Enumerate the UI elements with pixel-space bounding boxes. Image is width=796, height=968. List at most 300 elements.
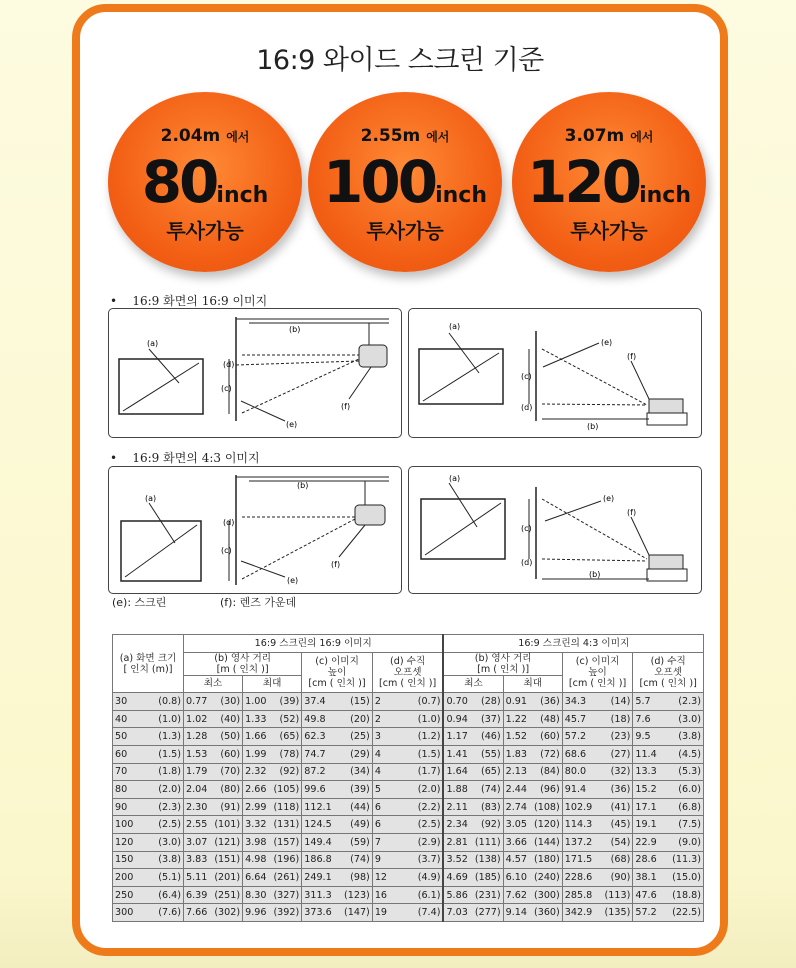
table-cell <box>633 710 704 728</box>
cell-paren-value: (28) <box>480 695 501 707</box>
cell-pair <box>186 890 240 901</box>
label-c: (c) <box>521 372 532 381</box>
table-row <box>113 710 704 728</box>
cell-value: 6.39 <box>186 889 208 901</box>
cell-paren-value: (98) <box>350 871 370 883</box>
cell-value: 5.7 <box>635 695 651 707</box>
cell-value: 16 <box>374 889 388 901</box>
cell-value: 249.1 <box>304 871 332 883</box>
table-cell <box>184 693 243 711</box>
cell-pair <box>186 714 240 725</box>
table-cell <box>243 728 302 746</box>
table-cell <box>113 851 184 869</box>
section-heading-16-9: • 16:9 화면의 16:9 이미지 <box>110 294 268 308</box>
cell-pair <box>186 907 240 918</box>
table-cell <box>503 851 562 869</box>
table-cell <box>243 781 302 799</box>
cell-value: 57.2 <box>635 907 657 919</box>
cell-pair <box>506 714 560 725</box>
cell-value: 150 <box>115 854 134 866</box>
cell-pair <box>375 837 441 848</box>
table-cell <box>562 781 633 799</box>
label-f: (f) <box>627 508 637 517</box>
cell-pair <box>565 784 631 795</box>
cell-paren-value: (147) <box>344 907 370 919</box>
cell-pair <box>304 890 370 901</box>
cell-paren-value: (240) <box>533 871 560 883</box>
table-cell <box>443 851 503 869</box>
header-screen-size: (a) 화면 크기 [ 인치 (m)] <box>113 635 184 693</box>
cell-paren-value: (261) <box>273 871 300 883</box>
table-cell <box>372 904 443 922</box>
cell-value: 4 <box>374 748 381 760</box>
table-cell <box>562 798 633 816</box>
cell-paren-value: (45) <box>610 819 631 831</box>
cell-pair <box>375 890 441 901</box>
table-cell <box>633 904 704 922</box>
table-cell <box>503 833 562 851</box>
cell-value: 342.9 <box>564 907 593 919</box>
cell-paren-value: (29) <box>350 748 370 760</box>
cell-paren-value: (360) <box>533 907 560 919</box>
cell-value: 34.3 <box>564 695 587 707</box>
diagram-svg <box>109 309 401 437</box>
label-d: (d) <box>223 360 235 369</box>
cell-value: 7.6 <box>635 713 651 725</box>
cell-pair <box>635 714 701 725</box>
label-e: (e) <box>286 420 298 429</box>
cell-pair <box>506 907 560 918</box>
label-b: (b) <box>289 325 301 334</box>
legend-screen: (e): 스크린 <box>112 596 167 609</box>
table-cell <box>443 886 503 904</box>
table-cell <box>562 710 633 728</box>
table-cell <box>443 745 503 763</box>
label-e: (e) <box>603 494 615 503</box>
table-row <box>113 869 704 887</box>
table-cell <box>503 763 562 781</box>
cell-pair <box>635 802 701 813</box>
circle-suffix: 에서 <box>226 130 250 144</box>
cell-pair <box>186 766 240 777</box>
table-row <box>113 886 704 904</box>
cell-pair <box>375 854 441 865</box>
table-cell <box>302 763 373 781</box>
legend-lens-center: (f): 렌즈 가운데 <box>220 596 297 609</box>
cell-value: 2.99 <box>245 801 267 813</box>
cell-value: 2.74 <box>505 801 528 813</box>
header-image-height-4-3: (c) 이미지 높이 [cm ( 인치 )] <box>562 652 633 693</box>
cell-paren-value: (157) <box>273 836 300 848</box>
cell-value: 114.3 <box>564 819 593 831</box>
table-cell <box>503 904 562 922</box>
cell-value: 9 <box>374 854 381 866</box>
table-cell <box>113 886 184 904</box>
cell-paren-value: (39) <box>279 695 300 707</box>
cell-value: 5.11 <box>186 871 208 883</box>
cell-value: 1.83 <box>505 748 528 760</box>
cell-paren-value: (2.3) <box>678 695 701 707</box>
cell-value: 100 <box>115 819 134 831</box>
table-cell <box>633 763 704 781</box>
throw-circle-120 <box>512 92 706 272</box>
cell-paren-value: (11.3) <box>672 854 701 866</box>
cell-pair <box>565 837 631 848</box>
cell-pair <box>506 837 560 848</box>
table-cell <box>243 869 302 887</box>
cell-value: 30 <box>115 695 128 707</box>
table-row <box>113 745 704 763</box>
cell-paren-value: (2.0) <box>417 783 441 795</box>
table-cell <box>184 798 243 816</box>
table-cell <box>184 745 243 763</box>
table-cell <box>503 745 562 763</box>
cell-value: 300 <box>115 907 134 919</box>
cell-value: 62.3 <box>304 731 326 743</box>
label-a: (a) <box>449 322 461 331</box>
cell-paren-value: (2.9) <box>417 836 441 848</box>
cell-pair <box>446 696 500 707</box>
cell-paren-value: (0.8) <box>158 695 181 707</box>
table-row <box>113 833 704 851</box>
circle-size: 80 <box>141 148 217 216</box>
cell-paren-value: (60) <box>220 748 241 760</box>
table-cell <box>503 869 562 887</box>
cell-pair <box>245 907 299 918</box>
header-throw-distance: (b) 영사 거리 [m ( 인치 )] <box>184 652 302 675</box>
cell-value: 5.86 <box>446 889 468 901</box>
table-cell <box>443 816 503 834</box>
cell-value: 2 <box>374 713 381 725</box>
table-row <box>113 763 704 781</box>
header-group-16-9: 16:9 스크린의 16:9 이미지 <box>184 635 444 653</box>
label-c: (c) <box>221 384 232 393</box>
table-cell <box>184 728 243 746</box>
cell-paren-value: (7.4) <box>417 907 441 919</box>
table-cell <box>243 745 302 763</box>
cell-pair <box>375 714 441 725</box>
diagram-4-3-table <box>408 466 702 594</box>
cell-pair <box>186 696 240 707</box>
header-min: 최소 <box>184 675 243 693</box>
cell-paren-value: (101) <box>214 819 241 831</box>
label-d: (d) <box>223 518 235 527</box>
table-cell <box>184 851 243 869</box>
table-cell <box>503 798 562 816</box>
diagram-svg <box>109 467 401 593</box>
cell-pair <box>446 907 500 918</box>
cell-pair <box>446 714 500 725</box>
label-a: (a) <box>145 494 157 503</box>
cell-paren-value: (6.4) <box>158 889 181 901</box>
cell-pair <box>304 749 370 760</box>
cell-pair <box>115 802 181 813</box>
table-cell <box>503 693 562 711</box>
cell-value: 2.30 <box>186 801 208 813</box>
cell-pair <box>115 696 181 707</box>
table-cell <box>372 781 443 799</box>
cell-value: 60 <box>115 748 128 760</box>
cell-value: 6 <box>374 801 381 813</box>
label-f: (f) <box>341 402 351 411</box>
cell-value: 124.5 <box>304 819 332 831</box>
cell-paren-value: (78) <box>279 748 300 760</box>
cell-paren-value: (83) <box>480 801 501 813</box>
cell-paren-value: (46) <box>480 731 501 743</box>
cell-pair <box>186 731 240 742</box>
cell-value: 311.3 <box>304 889 332 901</box>
table-cell <box>443 833 503 851</box>
cell-paren-value: (59) <box>350 836 370 848</box>
label-a: (a) <box>449 474 461 483</box>
cell-pair <box>565 714 631 725</box>
table-cell <box>302 833 373 851</box>
table-cell <box>302 798 373 816</box>
cell-value: 8.30 <box>245 889 267 901</box>
circle-distance: 3.07m <box>564 126 625 146</box>
cell-paren-value: (4.5) <box>678 748 701 760</box>
cell-value: 49.8 <box>304 713 326 725</box>
table-cell <box>372 693 443 711</box>
cell-value: 2.11 <box>446 801 468 813</box>
cell-paren-value: (2.2) <box>417 801 441 813</box>
cell-value: 1.52 <box>505 731 528 743</box>
table-cell <box>113 693 184 711</box>
header-vertical-offset-4-3: (d) 수직 오프셋 [cm ( 인치 )] <box>633 652 704 693</box>
cell-pair <box>506 749 560 760</box>
table-cell <box>633 816 704 834</box>
cell-paren-value: (32) <box>610 766 631 778</box>
cell-pair <box>245 872 299 883</box>
cell-pair <box>635 784 701 795</box>
table-cell <box>113 904 184 922</box>
cell-value: 2.66 <box>245 783 267 795</box>
table-cell <box>184 904 243 922</box>
cell-paren-value: (3.8) <box>678 731 701 743</box>
cell-paren-value: (3.7) <box>417 854 441 866</box>
cell-pair <box>115 766 181 777</box>
label-b: (b) <box>587 422 599 431</box>
circle-unit: inch <box>639 183 691 208</box>
table-cell <box>562 904 633 922</box>
circle-suffix: 에서 <box>630 130 654 144</box>
cell-value: 1.17 <box>446 731 468 743</box>
cell-pair <box>304 837 370 848</box>
cell-pair <box>245 749 299 760</box>
table-cell <box>562 745 633 763</box>
table-cell <box>503 816 562 834</box>
cell-value: 12 <box>374 871 388 883</box>
cell-pair <box>565 749 631 760</box>
cell-pair <box>186 784 240 795</box>
cell-paren-value: (1.0) <box>158 713 181 725</box>
cell-pair <box>635 907 701 918</box>
cell-paren-value: (144) <box>533 836 560 848</box>
cell-paren-value: (7.6) <box>158 907 181 919</box>
cell-pair <box>186 854 240 865</box>
cell-paren-value: (44) <box>350 801 370 813</box>
cell-value: 250 <box>115 889 134 901</box>
cell-paren-value: (135) <box>604 907 631 919</box>
table-cell <box>184 886 243 904</box>
cell-pair <box>565 766 631 777</box>
cell-paren-value: (6.8) <box>678 801 701 813</box>
table-cell <box>302 904 373 922</box>
header-max-4-3: 최대 <box>503 675 562 693</box>
circle-unit: inch <box>435 183 487 208</box>
cell-paren-value: (6.1) <box>417 889 441 901</box>
cell-paren-value: (1.2) <box>417 731 441 743</box>
header-image-height: (c) 이미지 높이 [cm ( 인치 )] <box>302 652 373 693</box>
table-cell <box>562 833 633 851</box>
table-cell <box>302 851 373 869</box>
table-cell <box>633 851 704 869</box>
header-group-4-3: 16:9 스크린의 4:3 이미지 <box>443 635 703 653</box>
cell-pair <box>115 854 181 865</box>
table-cell <box>113 710 184 728</box>
cell-pair <box>506 872 560 883</box>
table-cell <box>302 886 373 904</box>
cell-pair <box>506 854 560 865</box>
table-cell <box>503 886 562 904</box>
table-cell <box>562 851 633 869</box>
table-cell <box>243 816 302 834</box>
label-f: (f) <box>627 352 637 361</box>
table-row <box>113 798 704 816</box>
cell-pair <box>446 854 500 865</box>
circle-size: 120 <box>527 148 640 216</box>
table-body <box>113 693 704 922</box>
cell-pair <box>375 731 441 742</box>
cell-paren-value: (34) <box>350 766 370 778</box>
cell-paren-value: (74) <box>350 854 370 866</box>
cell-pair <box>115 907 181 918</box>
cell-paren-value: (55) <box>480 748 501 760</box>
cell-pair <box>186 802 240 813</box>
cell-paren-value: (18.8) <box>672 889 701 901</box>
table-cell <box>372 851 443 869</box>
cell-value: 7.62 <box>505 889 528 901</box>
diagram-16-9-table <box>408 308 702 438</box>
cell-paren-value: (151) <box>214 854 241 866</box>
cell-paren-value: (37) <box>480 713 501 725</box>
label-a: (a) <box>147 339 159 348</box>
circle-size: 100 <box>323 148 436 216</box>
table-cell <box>113 833 184 851</box>
table-cell <box>302 710 373 728</box>
cell-paren-value: (9.0) <box>678 836 701 848</box>
table-cell <box>243 833 302 851</box>
table-row <box>113 728 704 746</box>
header-throw-distance-4-3: (b) 영사 거리 [m ( 인치 )] <box>443 652 562 675</box>
table-cell <box>372 745 443 763</box>
cell-pair <box>186 749 240 760</box>
cell-paren-value: (36) <box>610 783 631 795</box>
label-d: (d) <box>521 403 533 412</box>
table-cell <box>302 869 373 887</box>
throw-circle-100 <box>308 92 502 272</box>
cell-pair <box>304 766 370 777</box>
cell-pair <box>245 854 299 865</box>
cell-paren-value: (48) <box>540 713 560 725</box>
cell-pair <box>304 714 370 725</box>
cell-paren-value: (196) <box>273 854 300 866</box>
cell-paren-value: (74) <box>480 783 501 795</box>
cell-paren-value: (90) <box>610 871 631 883</box>
label-b: (b) <box>297 481 309 490</box>
cell-pair <box>115 731 181 742</box>
cell-pair <box>565 731 631 742</box>
cell-value: 1.00 <box>245 695 267 707</box>
label-d: (d) <box>521 558 533 567</box>
cell-value: 3.52 <box>446 854 468 866</box>
table-cell <box>372 763 443 781</box>
cell-pair <box>304 819 370 830</box>
table-cell <box>372 833 443 851</box>
circle-unit: inch <box>216 183 269 208</box>
table-cell <box>443 904 503 922</box>
table-cell <box>443 710 503 728</box>
cell-value: 57.2 <box>564 731 587 743</box>
cell-pair <box>245 714 299 725</box>
table-cell <box>372 869 443 887</box>
table-cell <box>243 798 302 816</box>
cell-value: 6.10 <box>505 871 528 883</box>
cell-paren-value: (72) <box>540 748 560 760</box>
cell-value: 2.81 <box>446 836 468 848</box>
cell-paren-value: (108) <box>533 801 560 813</box>
cell-paren-value: (1.5) <box>417 748 441 760</box>
cell-paren-value: (36) <box>540 695 560 707</box>
circle-label: 투사가능 <box>570 219 648 243</box>
cell-pair <box>446 749 500 760</box>
cell-paren-value: (113) <box>604 889 631 901</box>
table-cell <box>443 869 503 887</box>
label-c: (c) <box>521 524 532 533</box>
table-cell <box>113 745 184 763</box>
cell-value: 19 <box>374 907 388 919</box>
cell-value: 40 <box>115 713 128 725</box>
cell-value: 3.98 <box>245 836 267 848</box>
cell-value: 120 <box>115 836 134 848</box>
cell-value: 7 <box>374 836 381 848</box>
cell-value: 137.2 <box>564 836 593 848</box>
diagram-svg <box>409 467 701 593</box>
table-cell <box>562 693 633 711</box>
table-cell <box>243 763 302 781</box>
cell-value: 1.88 <box>446 783 468 795</box>
cell-value: 2 <box>374 695 381 707</box>
cell-pair <box>565 696 631 707</box>
cell-paren-value: (2.5) <box>158 819 181 831</box>
cell-value: 90 <box>115 801 128 813</box>
cell-paren-value: (105) <box>273 783 300 795</box>
cell-paren-value: (111) <box>474 836 501 848</box>
cell-pair <box>115 714 181 725</box>
cell-pair <box>565 819 631 830</box>
cell-pair <box>304 907 370 918</box>
cell-pair <box>635 819 701 830</box>
cell-value: 22.9 <box>635 836 657 848</box>
cell-value: 70 <box>115 766 128 778</box>
cell-pair <box>375 696 441 707</box>
cell-value: 37.4 <box>304 695 326 707</box>
cell-value: 2.13 <box>505 766 528 778</box>
cell-value: 3.83 <box>186 854 208 866</box>
cell-pair <box>245 802 299 813</box>
cell-value: 1.41 <box>446 748 468 760</box>
table-cell <box>633 869 704 887</box>
